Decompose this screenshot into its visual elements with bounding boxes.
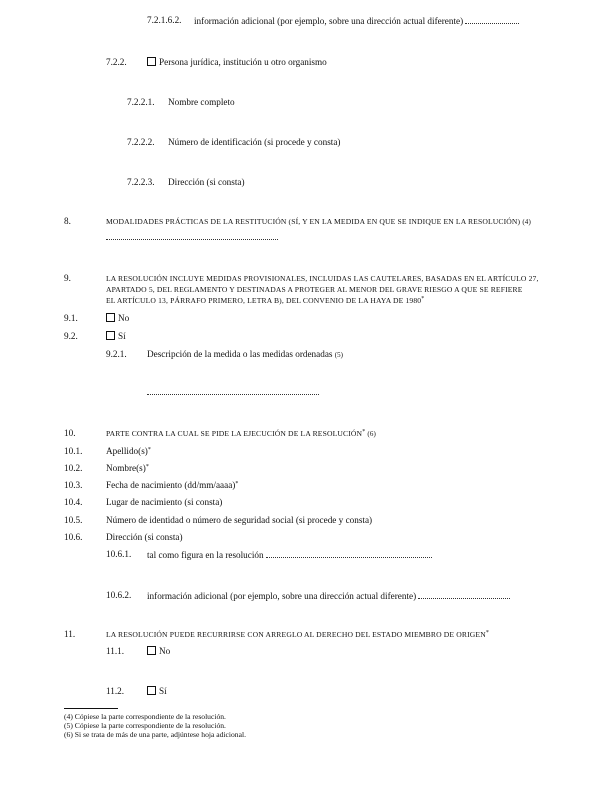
footnote-divider [64,708,118,709]
checkbox[interactable] [147,646,156,655]
fill-in-dots[interactable] [106,231,278,240]
footnote-4: (4) Cópiese la parte correspondiente de la resolución. [64,712,226,721]
item-text: información adicional (por ejemplo, sobre una dirección actual diferente) [194,15,519,27]
checkbox[interactable] [147,57,156,66]
form-page: 7.2.1.6.2. información adicional (por ejemplo, sobre una dirección actual diferente) 7.2.2. Persona jurídica, institución u otro organismo 7.2.2.1. Nombre completo 7.2.2.2. Número de identificación (si procede y consta) 7.2.2.3. Dirección (si consta) 8. MODALIDADES PRÁCTICAS DE LA RESTITUCIÓN (SÍ, Y EN LA MEDIDA EN QUE SE INDIQUE EN LA RESOLUCIÓN) (4) 9. LA RESOLUCIÓN INCLUYE MEDIDAS PROVISIONALES, INCLUIDAS LAS CAUTELARES, BASADAS EN EL ARTÍCULO 27, APARTADO 5, DEL REGLAMENTO Y DESTINADAS A PROTEGER AL MENOR DEL GRAVE RIESGO A QUE SE REFIERE EL ARTÍCULO 13, PÁRRAFO PRIMERO, LETRA B), DEL CONVENIO DE LA HAYA DE 1980* 9.1. No 9.2. Sí 9.2.1. Descripción de la medida o las medidas ordenadas (5) 10. PARTE CONTRA LA CUAL SE PIDE LA EJECUCIÓN DE LA RESOLUCIÓN* (6) 10.1. Apellido(s)* 10.2. Nombre(s)* 10.3. Fecha de nacimiento (dd/mm/aaaa)* 10.4. Lugar de nacimiento (si consta) 10.5. Número de identidad o número de seguridad social (si procede y consta) 10.6. Dirección (si consta) 10.6.1. tal como figura en la resolución 10.6.2. información adicional (por ejemplo, sobre una dirección actual diferente) 11. LA RESOLUCIÓN PUEDE RECURRIRSE CON ARREGLO AL DERECHO DEL ESTADO MIEMBRO DE ORIGEN* 11.1. No 11.2. Sí (4) Cópiese la parte correspondiente de la resolución. (5) Cópiese la parte correspondiente de la resolución. (6) Si se trata de más de una parte, adjúntese hoja adicional. [64,15,539,739]
fill-in-dots[interactable] [266,549,432,558]
checkbox[interactable] [106,331,115,340]
footnote-6: (6) Si se trata de más de una parte, adjúntese hoja adicional. [64,730,246,739]
fill-in-dots[interactable] [147,386,319,395]
fill-in-dots[interactable] [465,15,519,24]
checkbox[interactable] [147,686,156,695]
checkbox[interactable] [106,313,115,322]
fill-in-dots[interactable] [418,590,510,599]
footnote-5: (5) Cópiese la parte correspondiente de la resolución. [64,721,226,730]
